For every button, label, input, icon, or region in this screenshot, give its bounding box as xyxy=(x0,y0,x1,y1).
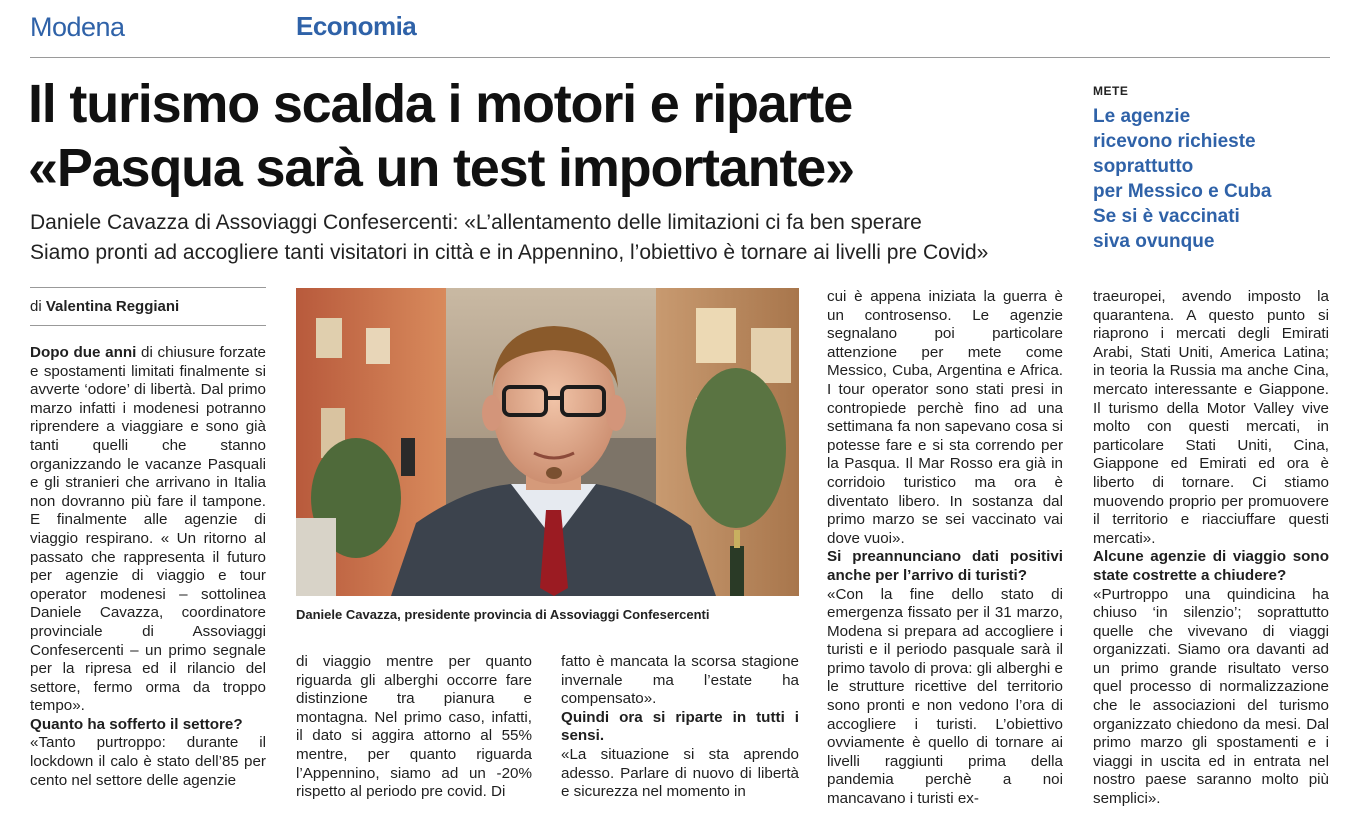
section-city: Modena xyxy=(30,12,125,42)
question: Si preannunciano dati positivi anche per l’arrivo di turisti? xyxy=(827,548,1063,584)
article-column-1 xyxy=(30,344,266,790)
paragraph: «Tanto purtroppo: durante il lockdown il calo è stato dell’85 per cento nel settore delle agenzie xyxy=(30,734,266,789)
photo-caption: Daniele Cavazza, presidente provincia di Assoviaggi Confesercenti xyxy=(296,607,710,622)
byline-prefix: di xyxy=(30,298,42,315)
headline xyxy=(28,72,1088,200)
article-column-2 xyxy=(296,653,532,802)
paragraph: cui è appena iniziata la guerra è un controsenso. Le agenzie segnalano poi particolare attenzione per mete come Messico, Cuba, Argentina e Africa. I tour operator sono stati presi in contropiede perchè fino ad una settimana fa non sapevano cosa si potesse fare e si sta correndo per la Pasqua. Il Mar Rosso era già in corridoio turistico ma ora è diventato libero. In sostanza dal primo marzo se sei vaccinato vai dove vuoi». xyxy=(827,288,1063,547)
sidebar-text: Le agenzie ricevono richieste soprattutto per Messico e Cuba Se si è vaccinati siva ovunque xyxy=(1093,106,1272,252)
article-column-3 xyxy=(561,653,799,802)
paragraph: fatto è mancata la scorsa stagione invernale ma l’estate ha compensato». xyxy=(561,653,799,708)
section-topic: Economia xyxy=(296,11,417,41)
article-column-5 xyxy=(1093,288,1329,809)
headline-line-1: Il turismo scalda i motori e riparte xyxy=(28,74,853,134)
paragraph: «Purtroppo una quindicina ha chiuso ‘in silenzio’; soprattutto quelle che vivevano di viaggi organizzati. Siamo ora davanti ad un primo grande risultato verso quel processo di normalizzazione che le associazioni del turismo organizzato chiedono da mesi. Dal primo marzo gli spostamenti e i viaggi in uscita ed in entrata nel nostro paese saranno molto più semplici». xyxy=(1093,585,1329,808)
question: Quanto ha sofferto il settore? xyxy=(30,715,243,733)
byline xyxy=(30,298,179,315)
header-divider xyxy=(30,57,1330,58)
paragraph: di viaggio mentre per quanto riguarda gli alberghi occorre fare distinzione tra pianura e montagna. Nel primo caso, infatti, il dato si aggira attorno al 55% mentre, per quanto riguarda l’Appennino, siamo ad un -20% rispetto al periodo pre covid. Di xyxy=(296,653,532,801)
subheadline xyxy=(30,208,1090,268)
paragraph: «Con la fine dello stato di emergenza fissato per il 31 marzo, Modena si prepara ad accogliere i turisti e il periodo pasquale sarà il primo tavolo di prova: gli alberghi e le strutture ricettive del territorio sono pronti e non vedono l’ora di accogliere i turisti. L’obiettivo ovviamente è quello di tornare ai livelli raggiunti prima della pandemia perchè a noi mancavano i turisti ex- xyxy=(827,585,1063,808)
article-column-4 xyxy=(827,288,1063,809)
subheadline-line-2: Siamo pronti ad accogliere tanti visitatori in città e in Appennino, l’obiettivo è tornare ai livelli pre Covid» xyxy=(30,241,989,264)
headline-line-2: «Pasqua sarà un test importante» xyxy=(28,138,854,198)
byline-rule-bottom xyxy=(30,325,266,326)
sidebar-label: METE xyxy=(1093,84,1129,98)
paragraph: «La situazione si sta aprendo adesso. Parlare di nuovo di libertà e sicurezza nel momento in xyxy=(561,745,799,801)
article-photo xyxy=(296,288,799,596)
sidebar-box xyxy=(1093,84,1333,254)
byline-author: Valentina Reggiani xyxy=(45,298,180,315)
question: Quindi ora si riparte in tutti i sensi. xyxy=(561,708,799,745)
paragraph: di chiusure forzate e spostamenti limitati finalmente si avverte ‘odore’ di libertà. Dal primo marzo infatti i modenesi potranno riprendere a viaggiare e sono già tanti quelli che stanno organizzando le vacanze Pasquali e gli stranieri che arrivano in Italia non dovranno più fare il tampone. E finalmente alle agenzie di viaggio respirano. « Un ritorno al passato che rappresenta il futuro per agenzie di viaggio e tour operator modenesi – sottolinea Daniele Cavazza, coordinatore provinciale di Assoviaggi Confesercenti – un primo segnale per la ripresa ed il rilancio del settore, fermo orma da troppo tempo». xyxy=(30,344,266,715)
paragraph: traeuropei, avendo imposto la quarantena. A questo punto si riaprono i mercati degli Emirati Arabi, Stati Uniti, America Latina; in teoria la Russia ma anche Cina, mercato interessante e Giappone. Il turismo della Motor Valley vive molto con questi mercati, in particolare Stati Uniti, Cina, Giappone ed Emirati ed ora è liberto di tornare. Ci stiamo muovendo proprio per promuovere il territorio e riacciuffare questi mercati». xyxy=(1093,288,1329,547)
subheadline-line-1: Daniele Cavazza di Assoviaggi Confesercenti: «L’allentamento delle limitazioni ci fa ben sperare xyxy=(30,211,922,234)
byline-rule-top xyxy=(30,287,266,288)
question: Alcune agenzie di viaggio sono state costrette a chiudere? xyxy=(1093,548,1329,584)
photo-portrait xyxy=(296,288,799,596)
article-lead: Dopo due anni xyxy=(30,344,137,361)
